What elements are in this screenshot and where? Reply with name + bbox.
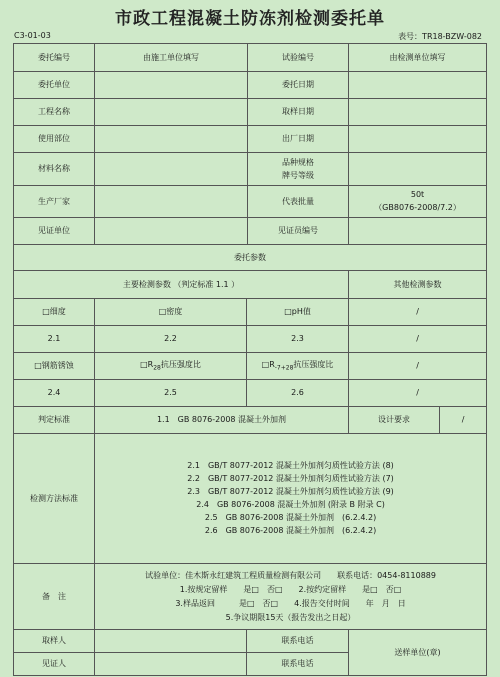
param-r28-label: 抗压强度比 <box>160 359 201 369</box>
lab-info: 试验单位：佳木斯永红建筑工程质量检测有限公司 联系电话：0454-8110889 <box>145 570 436 580</box>
param-rebar-num: 2.4 <box>14 380 95 407</box>
row-manufacturer <box>14 186 487 218</box>
note-retain[interactable] <box>99 585 482 595</box>
row-params-a <box>14 299 487 326</box>
params-header: 委托参数 <box>14 245 487 271</box>
method-item: 2.2 GB/T 8077-2012 混凝土外加剂匀质性试验方法 (7) <box>187 474 394 483</box>
param-fineness[interactable] <box>14 299 95 326</box>
label-witness-no: 见证员编号 <box>248 218 349 245</box>
param-fineness-label: 细度 <box>49 307 66 316</box>
row-project <box>14 99 487 126</box>
value-project-name[interactable] <box>95 99 248 126</box>
label-sampler: 取样人 <box>14 630 95 653</box>
other-param-b: / <box>349 353 487 380</box>
label-commission-no: 委托编号 <box>14 44 95 72</box>
param-r28-sub: 28 <box>153 364 161 372</box>
label-witness-unit: 见证单位 <box>14 218 95 245</box>
label-commission-date: 委托日期 <box>248 72 349 99</box>
row-criteria <box>14 407 487 434</box>
value-witness-no[interactable] <box>349 218 487 245</box>
row-commission-no <box>14 44 487 72</box>
other-params-header: 其他检测参数 <box>349 271 487 299</box>
param-density[interactable] <box>95 299 247 326</box>
param-r7-28-label: 抗压强度比 <box>293 359 334 369</box>
value-witness-unit[interactable] <box>95 218 248 245</box>
value-criteria: 1.1 GB 8076-2008 混凝土外加剂 <box>95 407 349 434</box>
sending-unit-seal: 送样单位(章) <box>349 630 487 676</box>
note-report-delivery[interactable]: 4.报告交付时间 年 月 日 <box>294 598 406 608</box>
other-param-a: / <box>349 299 487 326</box>
row-methods <box>14 434 487 564</box>
checkbox-fineness[interactable]: □ <box>42 307 50 316</box>
method-item: 2.5 GB 8076-2008 混凝土外加剂 (6.2.4.2) <box>204 513 377 522</box>
param-r7-28-sub: -7+28 <box>274 364 294 372</box>
label-material-name: 材料名称 <box>14 153 95 186</box>
value-batch <box>349 186 487 218</box>
param-density-num: 2.2 <box>95 326 247 353</box>
param-ph[interactable] <box>247 299 349 326</box>
main-params-header: 主要检测参数 （判定标准 1.1 ） <box>14 271 349 299</box>
label-project-name: 工程名称 <box>14 99 95 126</box>
label-batch: 代表批量 <box>248 186 349 218</box>
row-params-subheader <box>14 271 487 299</box>
notes-content <box>95 564 487 630</box>
label-notes: 备 注 <box>14 564 95 630</box>
param-density-label: 密度 <box>166 307 183 316</box>
label-manufacturer: 生产厂家 <box>14 186 95 218</box>
value-design-req: / <box>440 407 487 434</box>
value-client-unit[interactable] <box>95 72 248 99</box>
value-sampling-date[interactable] <box>349 99 487 126</box>
value-spec-grade[interactable] <box>349 153 487 186</box>
batch-standard: （GB8076-2008/7.2） <box>374 203 461 212</box>
methods-list <box>95 434 487 564</box>
value-manufacturer[interactable] <box>95 186 248 218</box>
form-title: 市政工程混凝土防冻剂检测委托单 <box>115 9 385 29</box>
method-item: 2.4 GB 8076-2008 混凝土外加剂 (附录 B 附录 C) <box>196 500 385 509</box>
value-commission-no[interactable]: 由施工单位填写 <box>95 44 248 72</box>
param-rebar-label: 钢筋锈蚀 <box>41 361 74 370</box>
param-r28-symbol: R <box>147 359 154 369</box>
checkbox-rebar[interactable]: □ <box>34 361 42 370</box>
param-rebar[interactable] <box>14 353 95 380</box>
param-r7-28-symbol: R <box>269 359 275 369</box>
method-item: 2.1 GB/T 8077-2012 混凝土外加剂匀质性试验方法 (8) <box>187 461 394 470</box>
label-sampling-date: 取样日期 <box>248 99 349 126</box>
row-client <box>14 72 487 99</box>
row-params-a-num <box>14 326 487 353</box>
param-fineness-num: 2.1 <box>14 326 95 353</box>
label-phone-1: 联系电话 <box>247 630 349 653</box>
param-ph-label: pH值 <box>291 307 311 316</box>
label-factory-date: 出厂日期 <box>248 126 349 153</box>
label-spec-grade <box>248 153 349 186</box>
checkbox-r28[interactable]: □ <box>140 359 148 369</box>
label-methods: 检测方法标准 <box>14 434 95 564</box>
row-params-header <box>14 245 487 271</box>
label-design-req: 设计要求 <box>349 407 440 434</box>
label-witness: 见证人 <box>14 653 95 676</box>
label-grade: 牌号等级 <box>282 170 315 180</box>
other-param-a-num: / <box>349 326 487 353</box>
checkbox-density[interactable]: □ <box>158 307 167 316</box>
label-criteria: 判定标准 <box>14 407 95 434</box>
row-material <box>14 153 487 186</box>
checkbox-ph[interactable]: □ <box>284 307 292 316</box>
note-retain-agreed[interactable]: 2.按约定留样 是□ 否□ <box>298 584 402 594</box>
commission-form-table <box>13 43 487 676</box>
param-r7-28-num: 2.6 <box>247 380 349 407</box>
param-r28-num: 2.5 <box>95 380 247 407</box>
row-sampler <box>14 630 487 653</box>
value-usage-location[interactable] <box>95 126 248 153</box>
method-item: 2.3 GB/T 8077-2012 混凝土外加剂匀质性试验方法 (9) <box>187 487 394 496</box>
table-number: 表号：TR18-BZW-082 <box>398 32 482 41</box>
row-notes <box>14 564 487 630</box>
checkbox-r7-28[interactable]: □ <box>261 359 270 369</box>
note-retain-required[interactable]: 1.按规定留样 是□ 否□ <box>179 584 283 594</box>
row-usage <box>14 126 487 153</box>
row-params-b-num <box>14 380 487 407</box>
value-sampler[interactable] <box>95 630 247 653</box>
label-test-no: 试验编号 <box>248 44 349 72</box>
other-param-b-num: / <box>349 380 487 407</box>
note-dispute: 5.争议期限15天（报告发出之日起） <box>225 612 356 622</box>
value-witness[interactable] <box>95 653 247 676</box>
label-client-unit: 委托单位 <box>14 72 95 99</box>
param-r7-28[interactable] <box>247 353 349 380</box>
method-item: 2.6 GB 8076-2008 混凝土外加剂 (6.2.4.2) <box>204 526 377 535</box>
form-code: C3-01-03 <box>14 31 51 40</box>
value-factory-date[interactable] <box>349 126 487 153</box>
row-params-b <box>14 353 487 380</box>
label-usage-location: 使用部位 <box>14 126 95 153</box>
row-witness-unit <box>14 218 487 245</box>
batch-size: 50t <box>410 190 425 199</box>
value-commission-date[interactable] <box>349 72 487 99</box>
param-r28[interactable] <box>95 353 247 380</box>
value-material-name[interactable] <box>95 153 248 186</box>
label-phone-2: 联系电话 <box>247 653 349 676</box>
label-spec: 品种规格 <box>282 157 315 167</box>
param-ph-num: 2.3 <box>247 326 349 353</box>
value-test-no[interactable]: 由检测单位填写 <box>349 44 487 72</box>
note-return[interactable] <box>99 599 482 609</box>
note-sample-return[interactable]: 3.样品返回 是□ 否□ <box>175 598 279 608</box>
